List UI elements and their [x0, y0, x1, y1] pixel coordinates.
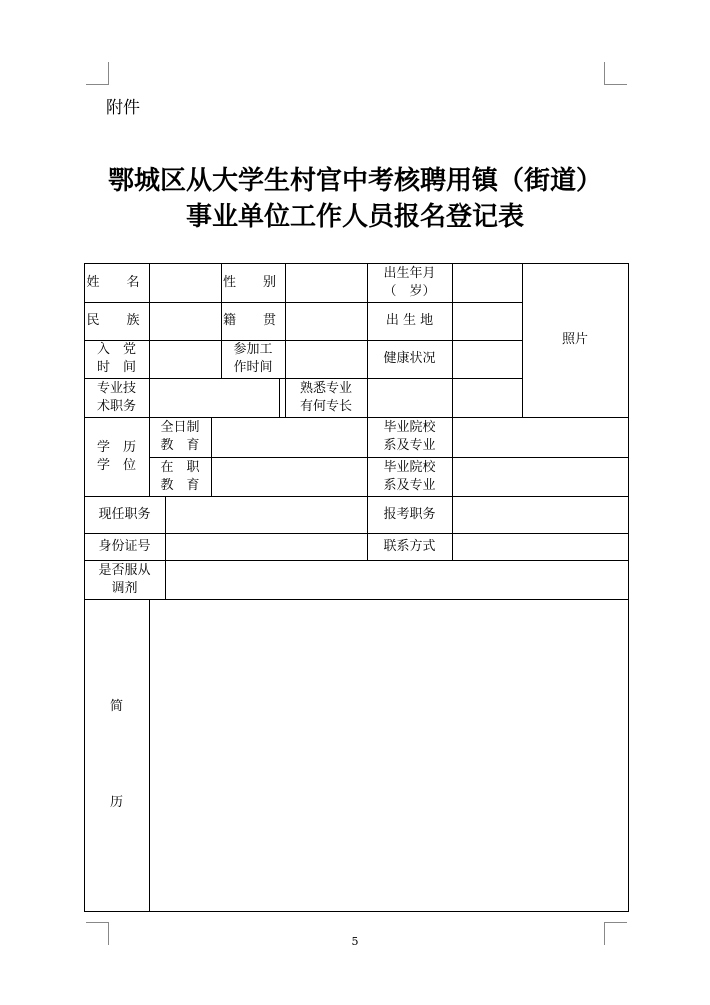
attachment-label: 附件 [106, 98, 140, 118]
professional-title-label-line-1: 专业技 [96, 380, 136, 396]
fulltime-school-label-line-1: 毕业院校 [383, 420, 436, 435]
professional-title-label [84, 378, 149, 417]
ethnicity-label: 民 族 [86, 313, 147, 328]
parttime-school-label [367, 457, 452, 496]
fulltime-education-label-line-2: 教 育 [160, 438, 200, 453]
table-border-bottom [84, 911, 629, 912]
native-place-label: 籍 贯 [222, 313, 283, 328]
birthplace-label: 出 生 地 [385, 313, 434, 328]
fulltime-education-label-line-1: 全日制 [160, 420, 200, 435]
specialty-label-line-2: 有何专长 [299, 398, 352, 414]
accept-adjustment-label [84, 560, 165, 599]
apply-post-label: 报考职务 [383, 506, 436, 522]
col-line [165, 496, 166, 599]
col-line [149, 378, 150, 417]
work-start-label-line-2: 作时间 [233, 360, 273, 375]
name-label: 姓 名 [86, 274, 147, 290]
fulltime-education-label [149, 417, 211, 457]
specialty-label [285, 378, 367, 417]
fulltime-school-label-line-2: 系及专业 [383, 438, 436, 453]
parttime-education-label-line-2: 教 育 [160, 477, 200, 493]
work-start-label [221, 340, 285, 378]
accept-adjustment-label-line-2: 调剂 [111, 580, 138, 596]
id-number-label: 身份证号 [98, 538, 151, 554]
birth-label-line-2: （ 岁） [383, 283, 436, 299]
parttime-education-label [149, 457, 211, 496]
page-number: 5 [351, 935, 359, 948]
photo-label: 照片 [561, 332, 588, 347]
parttime-school-label-line-1: 毕业院校 [383, 459, 436, 475]
col-line [149, 263, 150, 378]
form-title-line-2: 事业单位工作人员报名登记表 [185, 202, 524, 232]
resume-label-char-1: 简 [109, 699, 123, 714]
health-label: 健康状况 [383, 351, 436, 366]
work-start-label-line-1: 参加工 [233, 342, 273, 357]
crop-mark-top-left [86, 62, 109, 85]
parttime-school-label-line-2: 系及专业 [383, 477, 436, 493]
col-line [452, 496, 453, 560]
current-post-label: 现任职务 [98, 506, 151, 522]
party-join-label-line-1: 入 党 [96, 342, 136, 357]
col-line [149, 599, 150, 911]
specialty-label-line-1: 熟悉专业 [299, 380, 352, 396]
parttime-education-label-line-1: 在 职 [160, 459, 200, 475]
gender-label: 性 别 [222, 274, 283, 290]
accept-adjustment-label-line-1: 是否服从 [98, 562, 151, 578]
col-line [452, 263, 453, 496]
crop-mark-top-right [604, 62, 627, 85]
col-line [211, 417, 212, 496]
education-label-line-1: 学 历 [96, 439, 136, 455]
table-border-right [628, 263, 629, 912]
birth-label [367, 263, 452, 302]
party-join-label-line-2: 时 间 [96, 360, 136, 375]
resume-label-char-2: 历 [109, 795, 123, 810]
education-label [84, 417, 149, 496]
professional-title-label-line-2: 术职务 [96, 398, 136, 414]
contact-label: 联系方式 [383, 538, 436, 554]
registration-form-table [84, 263, 629, 912]
form-title-line-1: 鄂城区从大学生村官中考核聘用镇（街道） [107, 166, 602, 196]
party-join-label [84, 340, 149, 378]
fulltime-school-label [367, 417, 452, 457]
col-line [279, 378, 280, 417]
row-line [84, 599, 629, 600]
education-label-line-2: 学 位 [96, 457, 136, 473]
birth-label-line-1: 出生年月 [383, 265, 436, 281]
